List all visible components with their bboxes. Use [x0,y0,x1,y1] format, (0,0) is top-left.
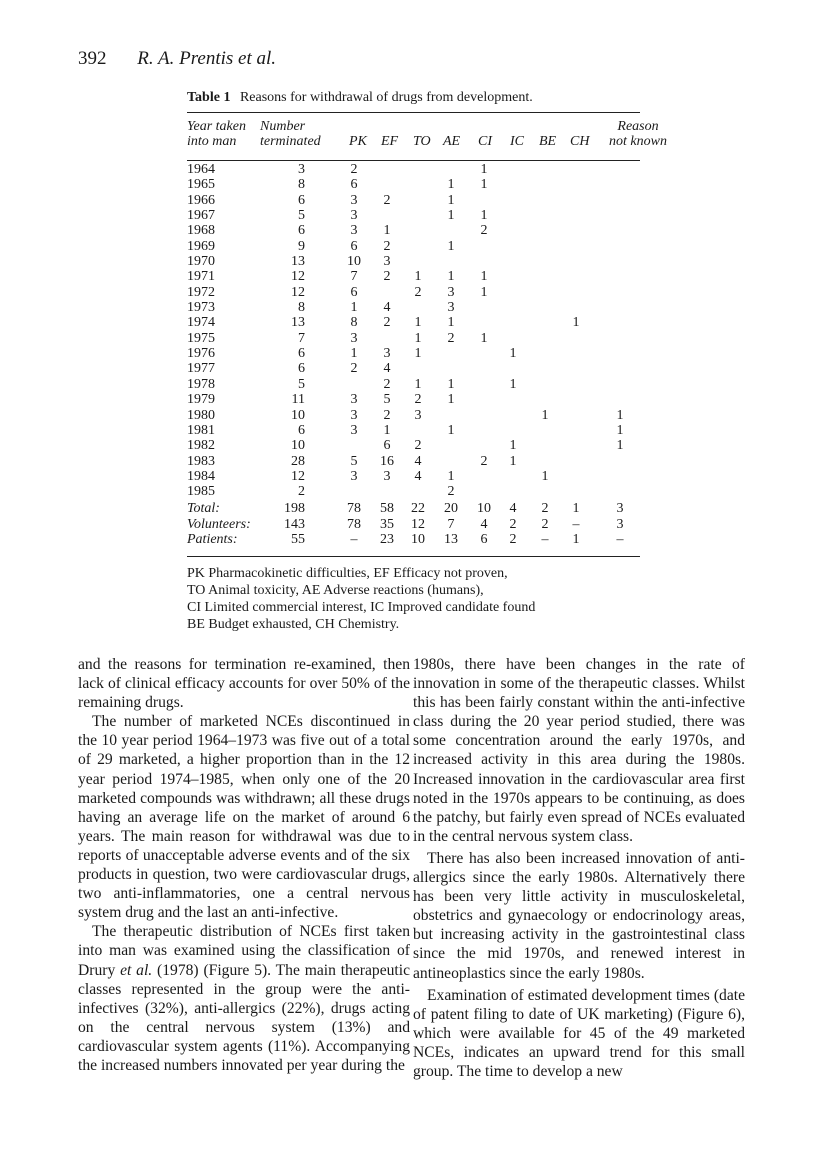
cell-pk: 3 [350,192,358,208]
cell-to: 10 [411,532,425,547]
cell-year: 1981 [187,422,215,438]
cell-number: 6 [298,361,305,377]
legend-line: PK Pharmacokinetic difficulties, EF Efficacy not proven, [187,566,508,581]
cell-ae: 1 [447,392,455,408]
withdrawal-table [187,115,667,547]
page-header [78,48,276,70]
cell-number: 12 [291,284,305,300]
cell-rnk: 1 [616,422,624,438]
table-row [187,208,640,223]
cell-number: 55 [291,532,305,547]
cell-number: 143 [284,517,305,532]
cell-to: 4 [414,468,422,484]
legend-line: BE Budget exhausted, CH Chemistry. [187,617,400,632]
cell-ic: 4 [509,501,517,516]
cell-ic: 1 [509,376,517,392]
cell-number: 10 [291,438,305,454]
cell-year: 1983 [187,453,215,469]
cell-year: Total: [187,501,220,516]
cell-number: 3 [298,162,305,177]
cell-year: 1971 [187,269,215,285]
paragraph: Examination of estimated development times (date of patent filing to date of UK marketing) (Figure 6), which were available for 45 of the 49 marketed NCEs, indicates an upward trend for this small group. The time to develop a new [413,986,745,1080]
cell-ic: 1 [509,438,517,454]
cell-to: 2 [414,438,422,454]
cell-year: 1976 [187,346,215,362]
cell-ae: 1 [447,269,455,285]
cell-number: 13 [291,254,305,270]
summary-row [187,517,640,532]
cell-pk: 2 [350,162,358,177]
cell-rnk: 3 [616,517,624,532]
cell-rnk: 1 [616,407,624,423]
cell-ef: 2 [383,315,391,331]
cell-year: 1972 [187,284,215,300]
header-ic: IC [510,134,524,149]
cell-ci: 1 [480,269,488,285]
cell-number: 12 [291,468,305,484]
cell-to: 1 [414,330,422,346]
cell-number: 10 [291,407,305,423]
cell-number: 13 [291,315,305,331]
cell-to: 12 [411,517,425,532]
cell-pk: 6 [350,177,358,193]
cell-ef: 3 [383,346,391,362]
table-body [187,162,640,500]
cell-to: 3 [414,407,422,423]
summary-row [187,532,640,547]
cell-ci: 2 [480,223,488,239]
table-header [187,115,667,161]
cell-pk: 2 [350,361,358,377]
cell-ae: 2 [447,330,455,346]
table-caption-text: Reasons for withdrawal of drugs from development. [239,90,533,105]
cell-pk: 5 [350,453,358,469]
text-column-right [413,655,745,1081]
cell-pk: – [350,532,358,547]
cell-ci: 1 [480,284,488,300]
table-bottom-rule [187,556,640,557]
table-row [187,423,640,438]
cell-ef: 23 [380,532,394,547]
cell-to: 1 [414,269,422,285]
table-row [187,331,640,346]
cell-pk: 78 [347,517,361,532]
cell-ef: 1 [383,223,391,239]
cell-number: 6 [298,192,305,208]
cell-year: 1982 [187,438,215,454]
header-to: TO [413,134,431,149]
cell-year: 1970 [187,254,215,270]
cell-ef: 2 [383,269,391,285]
cell-year: Patients: [187,532,238,547]
cell-number: 12 [291,269,305,285]
cell-pk: 1 [350,346,358,362]
cell-ae: 1 [447,238,455,254]
cell-ef: 58 [380,501,394,516]
cell-ef: 3 [383,254,391,270]
table-row [187,254,640,269]
cell-be: 2 [541,517,549,532]
cell-pk: 3 [350,392,358,408]
cell-rnk: – [616,532,624,547]
paragraph: and the reasons for termination re-examined, then lack of clinical efficacy accounts for over 50% of the remaining drugs. [78,656,410,712]
cell-pk: 3 [350,468,358,484]
cell-pk: 3 [350,223,358,239]
cell-ch: 1 [572,532,580,547]
cell-pk: 10 [347,254,361,270]
paragraph: 1980s, there have been changes in the rate of innovation in some of the therapeutic classes. Whilst this has been fairly constant within the anti-infective class during the 20 year period studied, there was some concentration around the early 1970s, and increased activity in this area during the 1980s. Increased innovation in the cardiovascular area first noted in the 1970s appears to be continuing, as does the patchy, but fairly even spread of NCEs evaluated in the central nervous system class. [413,656,745,845]
cell-pk: 6 [350,284,358,300]
cell-ae: 7 [447,517,455,532]
cell-number: 7 [298,330,305,346]
cell-pk: 1 [350,300,358,316]
cell-ae: 1 [447,468,455,484]
table-row [187,177,640,192]
cell-year: 1985 [187,484,215,500]
cell-to: 1 [414,376,422,392]
cell-to: 22 [411,501,425,516]
cell-ch: 1 [572,315,580,331]
table-row [187,346,640,361]
cell-to: 1 [414,346,422,362]
cell-ae: 1 [447,192,455,208]
cell-ae: 1 [447,422,455,438]
cell-ef: 3 [383,468,391,484]
cell-pk: 3 [350,422,358,438]
table-top-rule [187,112,640,113]
cell-year: 1980 [187,407,215,423]
cell-be: – [541,532,549,547]
cell-pk: 7 [350,269,358,285]
table-row [187,361,640,376]
table-label: Table 1 [187,90,231,105]
cell-to: 2 [414,392,422,408]
table-row [187,454,640,469]
table-row [187,223,640,238]
page-number: 392 [78,48,107,69]
cell-number: 8 [298,177,305,193]
header-ef: EF [381,134,399,149]
header-year: Year taken into man [187,119,246,149]
cell-ci: 1 [480,177,488,193]
cell-rnk: 3 [616,501,624,516]
cell-ch: 1 [572,501,580,516]
cell-ci: 2 [480,453,488,469]
cell-year: 1966 [187,192,215,208]
table-row [187,484,640,499]
cell-year: 1973 [187,300,215,316]
cell-ch: – [572,517,580,532]
cell-year: 1977 [187,361,215,377]
cell-year: Volunteers: [187,517,251,532]
cell-number: 2 [298,484,305,500]
table-row [187,392,640,407]
cell-year: 1979 [187,392,215,408]
cell-ef: 1 [383,422,391,438]
cell-ic: 2 [509,517,517,532]
cell-ef: 2 [383,238,391,254]
cell-ae: 13 [444,532,458,547]
cell-number: 5 [298,208,305,224]
cell-ci: 1 [480,162,488,177]
table-row [187,408,640,423]
cell-year: 1978 [187,376,215,392]
cell-ef: 2 [383,376,391,392]
header-ch: CH [570,134,590,149]
cell-ef: 35 [380,517,394,532]
cell-year: 1967 [187,208,215,224]
cell-ci: 1 [480,330,488,346]
text-column-left [78,655,410,1075]
table-caption [187,90,533,106]
cell-number: 5 [298,376,305,392]
cell-ic: 2 [509,532,517,547]
cell-ae: 1 [447,376,455,392]
cell-ic: 1 [509,453,517,469]
cell-number: 8 [298,300,305,316]
paragraph: The number of marketed NCEs discontinued in the 10 year period 1964–1973 was five out of a total of 29 marketed, a higher proportion than in the 12 year period 1974–1985, when only one of the 20 marketed compounds was withdrawn; all these drugs having an average life on the market of around 6 years. The main reason for withdrawal was due to reports of unacceptable adverse events and of the six products in question, two were cardiovascular drugs, two anti-inflammatories, one a central nervous system drug and the last an anti-infective. [78,713,410,922]
cell-ae: 2 [447,484,455,500]
cell-ae: 3 [447,284,455,300]
paragraph: There has also been increased innovation of anti-allergics since the early 1980s. Alternatively there has been very little activity in musculoskeletal, obstetrics and gynaecology or endocrinology areas, but increasing activity in the gastrointestinal class since the mid 1970s, and renewed interest in antineoplastics since the early 1980s. [413,849,745,982]
table-row [187,315,640,330]
cell-pk: 78 [347,501,361,516]
table-row [187,377,640,392]
cell-number: 11 [291,392,305,408]
cell-ae: 1 [447,315,455,331]
cell-ci: 10 [477,501,491,516]
cell-ef: 4 [383,361,391,377]
cell-ef: 4 [383,300,391,316]
header-ae: AE [443,134,461,149]
cell-year: 1968 [187,223,215,239]
table-row [187,300,640,315]
cell-ef: 5 [383,392,391,408]
cell-year: 1974 [187,315,215,331]
cell-number: 198 [284,501,305,516]
cell-pk: 3 [350,330,358,346]
header-pk: PK [349,134,367,149]
cell-ae: 1 [447,208,455,224]
table-row [187,193,640,208]
cell-pk: 3 [350,208,358,224]
cell-ef: 2 [383,192,391,208]
cell-to: 1 [414,315,422,331]
cell-ef: 6 [383,438,391,454]
cell-be: 2 [541,501,549,516]
table-row [187,239,640,254]
cell-year: 1975 [187,330,215,346]
table-row [187,162,640,177]
cell-be: 1 [541,468,549,484]
running-title: R. A. Prentis et al. [137,48,277,69]
table-row [187,269,640,284]
cell-ic: 1 [509,346,517,362]
cell-number: 6 [298,223,305,239]
cell-to: 2 [414,284,422,300]
cell-year: 1965 [187,177,215,193]
cell-rnk: 1 [616,438,624,454]
cell-number: 9 [298,238,305,254]
cell-number: 6 [298,422,305,438]
cell-ci: 6 [480,532,488,547]
cell-ae: 20 [444,501,458,516]
cell-number: 28 [291,453,305,469]
cell-pk: 8 [350,315,358,331]
cell-be: 1 [541,407,549,423]
legend-line: TO Animal toxicity, AE Adverse reactions (humans), [187,583,484,598]
cell-ci: 1 [480,208,488,224]
table-row [187,469,640,484]
cell-year: 1984 [187,468,215,484]
cell-pk: 6 [350,238,358,254]
cell-number: 6 [298,346,305,362]
cell-ae: 1 [447,177,455,193]
legend-line: CI Limited commercial interest, IC Improved candidate found [187,600,536,615]
summary-row [187,501,640,516]
paragraph: The therapeutic distribution of NCEs first taken into man was examined using the classification of Drury et al. (1978) (Figure 5). The main therapeutic classes represented in the group were the anti-infectives (32%), anti-allergics (22%), drugs acting on the central nervous system (13%) and cardiovascular system agents (11%). Accompanying the increased numbers innovated per year during the [78,923,410,1074]
cell-ef: 16 [380,453,394,469]
cell-ef: 2 [383,407,391,423]
table-legend [187,565,535,633]
cell-ae: 3 [447,300,455,316]
cell-to: 4 [414,453,422,469]
cell-pk: 3 [350,407,358,423]
table-row [187,285,640,300]
cell-year: 1969 [187,238,215,254]
cell-year: 1964 [187,162,215,177]
header-be: BE [539,134,557,149]
header-ci: CI [478,134,492,149]
table-row [187,438,640,453]
header-reason-not-known: Reason not known [609,119,667,149]
header-number-terminated: Number terminated [260,119,321,149]
cell-ci: 4 [480,517,488,532]
